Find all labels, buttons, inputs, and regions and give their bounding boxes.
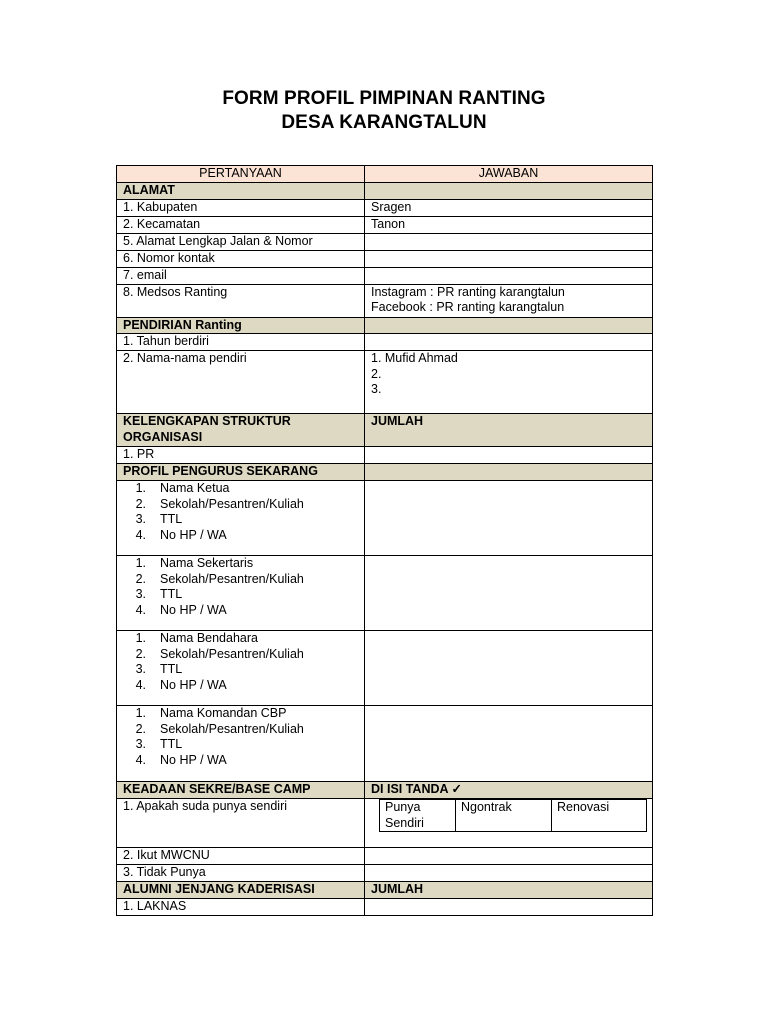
section-label: ALAMAT <box>117 182 365 199</box>
table-row <box>117 233 653 250</box>
answer-cell[interactable] <box>365 865 653 882</box>
answer-cell[interactable] <box>365 233 653 250</box>
question-cell <box>117 631 365 706</box>
answer-cell[interactable] <box>365 706 653 782</box>
table-row <box>117 447 653 464</box>
answer-cell[interactable] <box>365 267 653 284</box>
header-pertanyaan: PERTANYAAN <box>117 166 365 183</box>
section-answer-empty[interactable] <box>365 182 653 199</box>
list-item: 2. Sekolah/Pesantren/Kuliah <box>135 721 304 736</box>
answer-cell[interactable] <box>365 631 653 706</box>
pendiri-line: 1. Mufid Ahmad <box>371 351 458 365</box>
question-cell: 7. email <box>117 267 365 284</box>
table-row <box>117 267 653 284</box>
question-cell <box>117 556 365 631</box>
form-subtitle: DESA KARANGTALUN <box>281 112 487 133</box>
question-cell: 6. Nomor kontak <box>117 250 365 267</box>
question-cell: 2. Ikut MWCNU <box>117 848 365 865</box>
ownership-options-table <box>379 799 647 832</box>
form-title: FORM PROFIL PIMPINAN RANTING <box>222 88 546 109</box>
answer-cell[interactable] <box>365 481 653 556</box>
section-alamat <box>117 182 653 199</box>
table-row <box>117 284 653 317</box>
question-cell: 2. Kecamatan <box>117 216 365 233</box>
option-punya-sendiri[interactable]: Punya Sendiri <box>380 800 456 832</box>
table-row <box>117 216 653 233</box>
answer-cell[interactable] <box>365 447 653 464</box>
answer-cell[interactable]: Tanon <box>365 216 653 233</box>
answer-cell[interactable] <box>365 250 653 267</box>
list-item: 2. Sekolah/Pesantren/Kuliah <box>135 646 304 661</box>
section-alumni <box>117 882 653 899</box>
question-cell: 1. Tahun berdiri <box>117 334 365 351</box>
list-item: 2. Sekolah/Pesantren/Kuliah <box>135 571 304 586</box>
section-answer-empty[interactable] <box>365 464 653 481</box>
list-item: 3. TTL <box>135 662 183 676</box>
facebook-answer: Facebook : PR ranting karangtalun <box>371 300 565 314</box>
list-item: 3. TTL <box>135 512 183 526</box>
table-row <box>117 250 653 267</box>
jumlah-label: JUMLAH <box>365 414 653 447</box>
options-cell <box>365 799 653 848</box>
list-item: 2. Sekolah/Pesantren/Kuliah <box>135 496 304 511</box>
pengurus-group-ketua <box>117 481 653 556</box>
section-answer-empty[interactable] <box>365 317 653 334</box>
option-renovasi[interactable]: Renovasi <box>552 800 647 832</box>
answer-cell[interactable] <box>365 556 653 631</box>
section-label: KELENGKAPAN STRUKTUR ORGANISASI <box>117 414 365 447</box>
answer-cell[interactable] <box>365 848 653 865</box>
table-row <box>117 899 653 916</box>
answer-cell-pendiri[interactable] <box>365 351 653 414</box>
answer-cell-medsos[interactable] <box>365 284 653 317</box>
header-row <box>117 166 653 183</box>
pendiri-line: 2. <box>371 366 382 381</box>
table-row <box>117 848 653 865</box>
question-cell: 2. Nama-nama pendiri <box>117 351 365 414</box>
answer-cell[interactable] <box>365 899 653 916</box>
section-label: PROFIL PENGURUS SEKARANG <box>117 464 365 481</box>
list-item: 4. No HP / WA <box>135 677 227 692</box>
option-ngontrak[interactable]: Ngontrak <box>456 800 552 832</box>
section-label: KEADAAN SEKRE/BASE CAMP <box>117 782 365 799</box>
profile-form-table <box>116 165 653 916</box>
table-row <box>117 334 653 351</box>
list-item: 4. No HP / WA <box>135 602 227 617</box>
jumlah-label: JUMLAH <box>365 882 653 899</box>
section-label: PENDIRIAN Ranting <box>117 317 365 334</box>
table-row <box>117 865 653 882</box>
checkmark-instruction: DI ISI TANDA ✓ <box>365 782 653 799</box>
section-kelengkapan <box>117 414 653 447</box>
pengurus-group-bendahara <box>117 631 653 706</box>
section-pendirian <box>117 317 653 334</box>
instagram-answer: Instagram : PR ranting karangtalun <box>371 284 565 299</box>
pengurus-group-sekertaris <box>117 556 653 631</box>
section-label: ALUMNI JENJANG KADERISASI <box>117 882 365 899</box>
question-cell: 5. Alamat Lengkap Jalan & Nomor <box>117 233 365 250</box>
header-jawaban: JAWABAN <box>365 166 653 183</box>
list-item: 3. TTL <box>135 587 183 601</box>
pendiri-line: 3. <box>371 382 382 396</box>
question-cell <box>117 481 365 556</box>
question-cell: 3. Tidak Punya <box>117 865 365 882</box>
question-cell: 1. Apakah suda punya sendiri <box>117 799 365 848</box>
list-item: 4. No HP / WA <box>135 752 227 767</box>
table-row <box>117 351 653 414</box>
list-item: 4. No HP / WA <box>135 527 227 542</box>
list-item: 1. Nama Komandan CBP <box>135 706 287 720</box>
table-row <box>117 799 653 848</box>
question-cell: 1. PR <box>117 447 365 464</box>
section-pengurus <box>117 464 653 481</box>
answer-cell[interactable]: Sragen <box>365 199 653 216</box>
question-cell <box>117 706 365 782</box>
question-cell: 1. Kabupaten <box>117 199 365 216</box>
list-item: 1. Nama Ketua <box>135 481 230 495</box>
question-cell: 8. Medsos Ranting <box>117 284 365 317</box>
list-item: 3. TTL <box>135 737 183 751</box>
answer-cell[interactable] <box>365 334 653 351</box>
section-keadaan <box>117 782 653 799</box>
table-row <box>117 199 653 216</box>
list-item: 1. Nama Sekertaris <box>135 556 254 570</box>
pengurus-group-komandan <box>117 706 653 782</box>
list-item: 1. Nama Bendahara <box>135 631 258 645</box>
question-cell: 1. LAKNAS <box>117 899 365 916</box>
